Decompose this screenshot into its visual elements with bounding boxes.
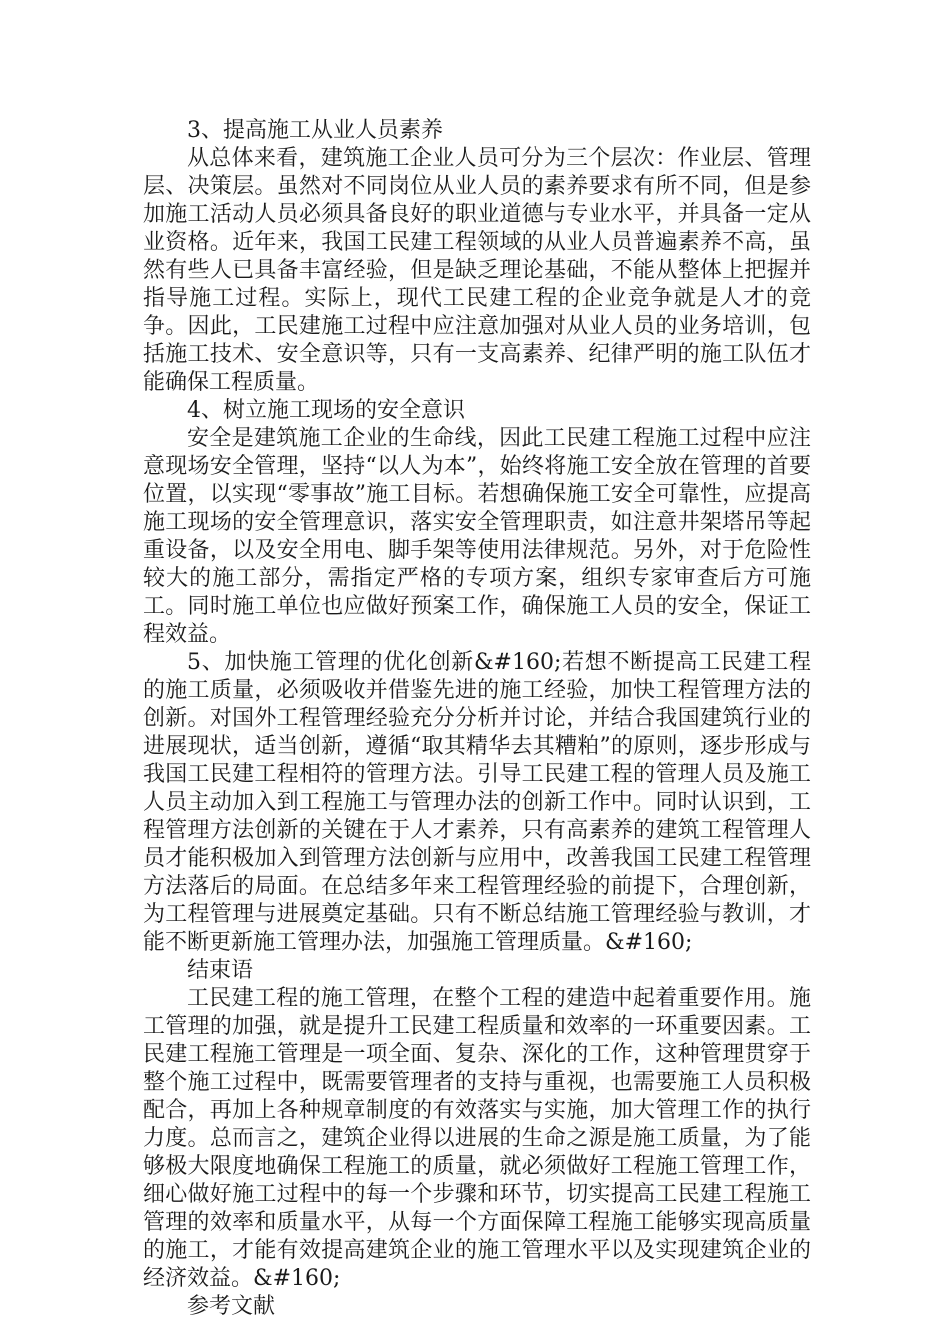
section-heading-4: 4、树立施工现场的安全意识 [187,398,465,423]
section-paragraph-3: 从总体来看，建筑施工企业人员可分为三个层次：作业层、管理层、决策层。虽然对不同岗位从业人员的素养要求有所不同，但是参加施工活动人员必须具备良好的职业道德与专业水平，并具备一定从业资格。近年来，我国工民建工程领域的从业人员普遍素养不高，虽然有些人已具备丰富经验，但是缺乏理论基础，不能从整体上把握并指导施工过程。实际上，现代工民建工程的企业竞争就是人才的竞争。因此，工民建施工过程中应注意加强对从业人员的业务培训，包括施工技术、安全意识等，只有一支高素养、纪律严明的施工队伍才能确保工程质量。 [143,146,811,395]
document-body [143,117,811,1321]
section-heading-3: 3、提高施工从业人员素养 [187,118,443,143]
conclusion-paragraph: 工民建工程的施工管理，在整个工程的建造中起着重要作用。施工管理的加强，就是提升工民建工程质量和效率的一环重要因素。工民建工程施工管理是一项全面、复杂、深化的工作，这种管理贯穿于整个施工过程中，既需要管理者的支持与重视，也需要施工人员积极配合，再加上各种规章制度的有效落实与实施，加大管理工作的执行力度。总而言之，建筑企业得以进展的生命之源是施工质量，为了能够极大限度地确保工程施工的质量，就必须做好工程施工管理工作，细心做好施工过程中的每一个步骤和环节，切实提高工民建工程施工管理的效率和质量水平，从每一个方面保障工程施工能够实现高质量的施工，才能有效提高建筑企业的施工管理水平以及实现建筑企业的经济效益。&#160; [143,986,811,1291]
section-paragraph-4: 安全是建筑施工企业的生命线，因此工民建工程施工过程中应注意现场安全管理，坚持“以人为本”，始终将施工安全放在管理的首要位置，以实现“零事故”施工目标。若想确保施工安全可靠性，应提高施工现场的安全管理意识，落实安全管理职责，如注意井架塔吊等起重设备，以及安全用电、脚手架等使用法律规范。另外，对于危险性较大的施工部分，需指定严格的专项方案，组织专家审查后方可施工。同时施工单位也应做好预案工作，确保施工人员的安全，保证工程效益。 [143,426,811,647]
references-heading: 参考文献 [187,1294,276,1319]
section-paragraph-5: 5、加快施工管理的优化创新&#160;若想不断提高工民建工程的施工质量，必须吸收并借鉴先进的施工经验，加快工程管理方法的创新。对国外工程管理经验充分分析并讨论，并结合我国建筑行业的进展现状，适当创新，遵循“取其精华去其糟粕”的原则，逐步形成与我国工民建工程相符的管理方法。引导工民建工程的管理人员及施工人员主动加入到工程施工与管理办法的创新工作中。同时认识到，工程管理方法创新的关键在于人才素养，只有高素养的建筑工程管理人员才能积极加入到管理方法创新与应用中，改善我国工民建工程管理方法落后的局面。在总结多年来工程管理经验的前提下，合理创新，为工程管理与进展奠定基础。只有不断总结施工管理经验与教训，才能不断更新施工管理办法，加强施工管理质量。&#160; [143,650,811,955]
conclusion-heading: 结束语 [187,958,254,983]
